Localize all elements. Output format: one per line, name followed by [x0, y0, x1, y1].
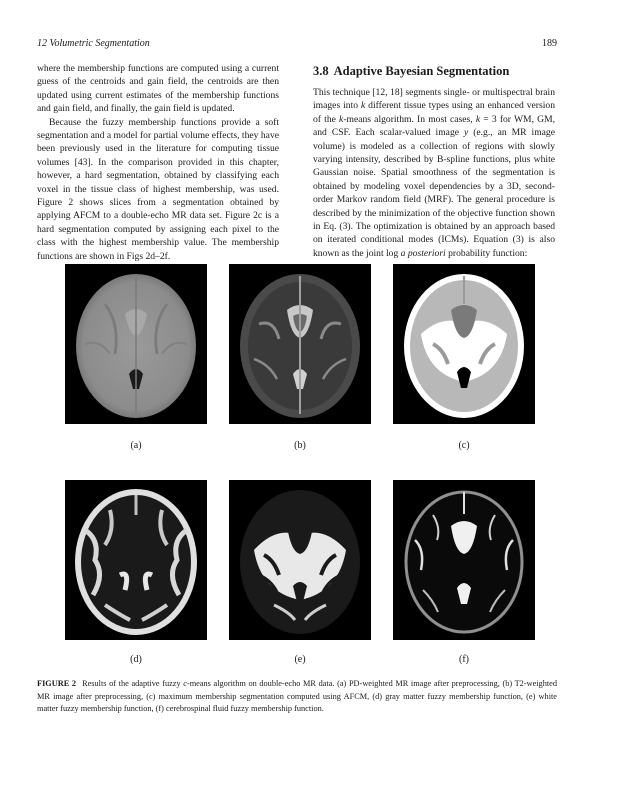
left-paragraph-1: where the membership functions are computed using a current guess of the centroids and gain field, the centroids are then updated using current estimates of the membership functions and gain field, and finally, the gain field is updated.	[37, 63, 279, 115]
caption-italic-c: c	[183, 679, 187, 688]
panel-f-image	[393, 480, 535, 640]
italic-a-posteriori: a posteriori	[400, 247, 446, 259]
section-heading	[313, 64, 555, 78]
panel-e-image	[229, 480, 371, 640]
right-paragraph	[313, 86, 555, 260]
page-number: 189	[542, 38, 557, 49]
panel-d-image	[65, 480, 207, 640]
figure-caption	[37, 678, 557, 716]
panel-f-label: (f)	[459, 654, 469, 665]
italic-y: y	[463, 127, 469, 139]
chapter-title: 12 Volumetric Segmentation	[37, 38, 150, 49]
text-run: -means algorithm. In most cases,	[343, 113, 476, 125]
right-column	[313, 62, 555, 260]
figure-2	[65, 264, 535, 674]
panel-a-image	[65, 264, 207, 424]
panel-b-label: (b)	[294, 440, 306, 451]
caption-text: -means algorithm on double-echo MR data. (a) PD-weighted MR image after preprocessing, (b) T2-weighted MR image after preprocessing, (c) maximum membership segmentation computed using AFCM, (d) gray matter fuzzy membership function, (e) white matter fuzzy membership function, (f) cerebrospinal fluid fuzzy membership function.	[37, 679, 557, 713]
left-paragraph-2: Because the fuzzy membership functions provide a soft segmentation and a model for partial volume effects, they have been previously used in the literature for computing tissue volumes [43]. In the comparison provided in this chapter, however, a hard segmentation, obtained by classifying each voxel in the tissue class of highest membership, was used. Figure 2 shows slices from a segmentation obtained by applying AFCM to a double-echo MR data set. Figure 2c is a hard segmentation computed by assigning each pixel to the class with the highest membership value. The membership functions are shown in Figs 2d–2f.	[37, 116, 279, 262]
figure-label: FIGURE 2	[37, 679, 77, 688]
panel-c-label: (c)	[458, 440, 470, 451]
running-head	[37, 38, 557, 49]
panel-e-label: (e)	[294, 654, 306, 665]
text-run: probability function:	[445, 247, 528, 259]
section-number: 3.8	[313, 64, 329, 78]
panel-d-label: (d)	[130, 654, 142, 665]
section-title: Adaptive Bayesian Segmentation	[333, 64, 510, 78]
caption-text: Results of the adaptive fuzzy	[82, 679, 184, 688]
left-column	[37, 62, 279, 263]
text-run: (e.g., an MR image volume) is modeled as a collection of regions with slowly varying intensity, described by B-spline functions, plus white Gaussian noise. Spatial smoothness of the segmentation is obtained by modeling voxel dependencies by a 3D, second-order Markov random field (MRF). The general procedure is described by the minimization of the objective function shown in Eq. (3). The optimization is obtained by an approach based on iterated conditional modes (ICMs). Equation (3) is also known as the joint log	[313, 127, 555, 259]
panel-c-image	[393, 264, 535, 424]
text-run: = 3 for WM, GM, and CSF. Each scalar-valued image	[313, 113, 555, 139]
text-run: different tissue types using an enhanced version of the	[313, 100, 555, 125]
text-run: This technique [12, 18] segments single- or multispectral brain images into	[313, 87, 555, 112]
italic-k: k	[360, 100, 366, 112]
italic-k: k	[339, 113, 344, 125]
panel-b-image	[229, 264, 371, 424]
italic-k: k	[475, 113, 481, 125]
panel-a-label: (a)	[130, 440, 142, 451]
